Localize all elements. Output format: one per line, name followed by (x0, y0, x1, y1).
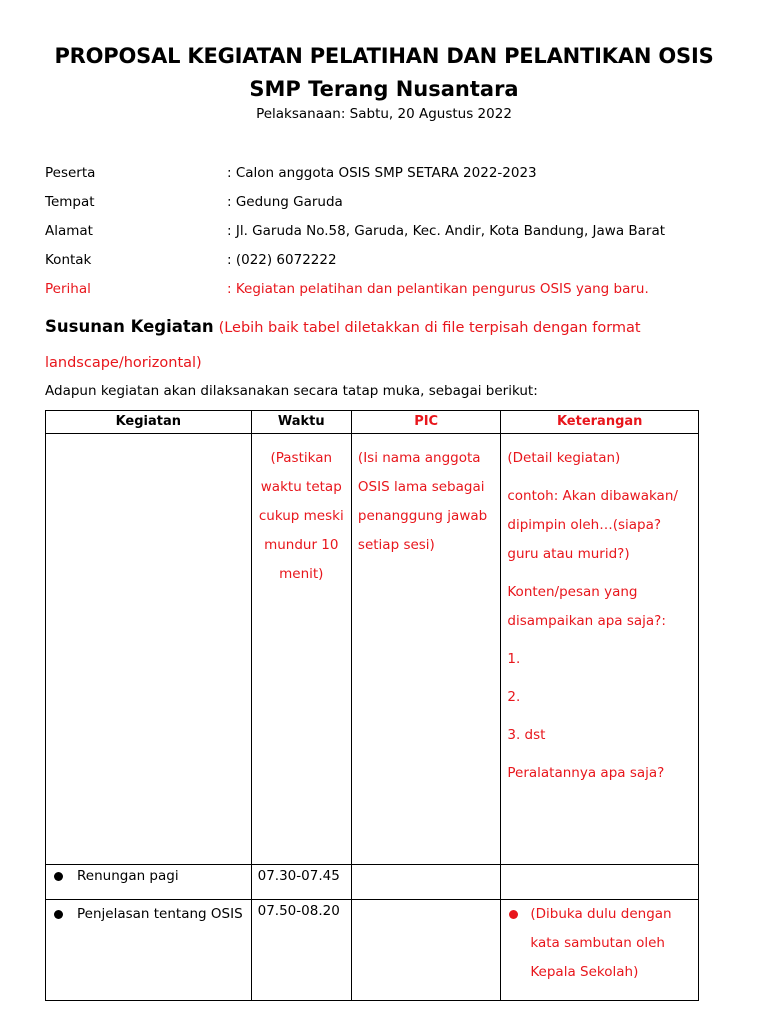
keterangan-line: 2. (507, 689, 521, 705)
bullet-icon (54, 910, 63, 919)
info-value: : (022) 6072222 (227, 252, 337, 268)
guide-pic-note: (Isi nama anggota OSIS lama sebagai penanggung jawab setiap sesi) (351, 434, 500, 865)
guide-kegiatan-cell (46, 434, 252, 865)
bullet-icon (54, 872, 63, 881)
row-pic (351, 865, 500, 900)
info-value: : Jl. Garuda No.58, Garuda, Kec. Andir, Kota Bandung, Jawa Barat (227, 223, 666, 239)
row-keterangan-cell (501, 900, 699, 1001)
section-intro: Adapun kegiatan akan dilaksanakan secara tatap muka, sebagai berikut: (45, 383, 538, 399)
keterangan-line: dipimpin oleh…(siapa? guru atau murid?) (507, 517, 662, 562)
guide-keterangan-cell (501, 434, 699, 865)
header-waktu: Waktu (251, 411, 351, 434)
keterangan-line: contoh: Akan dibawakan/ (507, 488, 678, 504)
row-kegiatan: Penjelasan tentang OSIS (77, 906, 243, 922)
row-kegiatan-cell (46, 900, 252, 1001)
bullet-icon (509, 910, 518, 919)
keterangan-line: 1. (507, 651, 521, 667)
school-name: SMP Terang Nusantara (249, 77, 519, 101)
row-waktu: 07.30-07.45 (251, 865, 351, 900)
row-kegiatan: Renungan pagi (77, 868, 179, 884)
info-value: : Calon anggota OSIS SMP SETARA 2022-2023 (227, 165, 537, 181)
info-label: Alamat (45, 223, 93, 239)
table-row (46, 865, 699, 900)
keterangan-line: (Detail kegiatan) (507, 450, 621, 466)
info-label: Tempat (45, 194, 95, 210)
header-keterangan: Keterangan (501, 411, 699, 434)
row-pic (351, 900, 500, 1001)
row-keterangan: (Dibuka dulu dengan kata sambutan oleh Kepala Sekolah) (530, 906, 672, 980)
header-kegiatan: Kegiatan (46, 411, 252, 434)
event-date: Pelaksanaan: Sabtu, 20 Agustus 2022 (256, 106, 512, 122)
row-waktu: 07.50-08.20 (251, 900, 351, 1001)
info-value: : Kegiatan pelatihan dan pelantikan pengurus OSIS yang baru. (227, 281, 649, 297)
info-label: Kontak (45, 252, 92, 268)
guide-waktu-note: (Pastikan waktu tetap cukup meski mundur 10 menit) (251, 434, 351, 865)
table-row (46, 900, 699, 1001)
keterangan-line: Peralatannya apa saja? (507, 765, 665, 781)
info-label: Perihal (45, 281, 91, 297)
info-value: : Gedung Garuda (227, 194, 343, 210)
keterangan-line: 3. dst (507, 727, 546, 743)
section-heading: Susunan Kegiatan (45, 317, 214, 336)
keterangan-line: Konten/pesan yang disampaikan apa saja?: (507, 584, 666, 629)
info-label: Peserta (45, 165, 96, 181)
header-pic: PIC (351, 411, 500, 434)
row-kegiatan-cell (46, 865, 252, 900)
table-guide-row (46, 434, 699, 865)
section-note: (Lebih baik tabel diletakkan di file terpisah dengan format landscape/horizontal) (45, 320, 641, 371)
section-heading-block (45, 310, 735, 380)
row-keterangan (501, 865, 699, 900)
table-header-row (46, 411, 699, 434)
document-title: PROPOSAL KEGIATAN PELATIHAN DAN PELANTIKAN OSIS (54, 44, 714, 68)
activity-table (45, 410, 699, 1001)
